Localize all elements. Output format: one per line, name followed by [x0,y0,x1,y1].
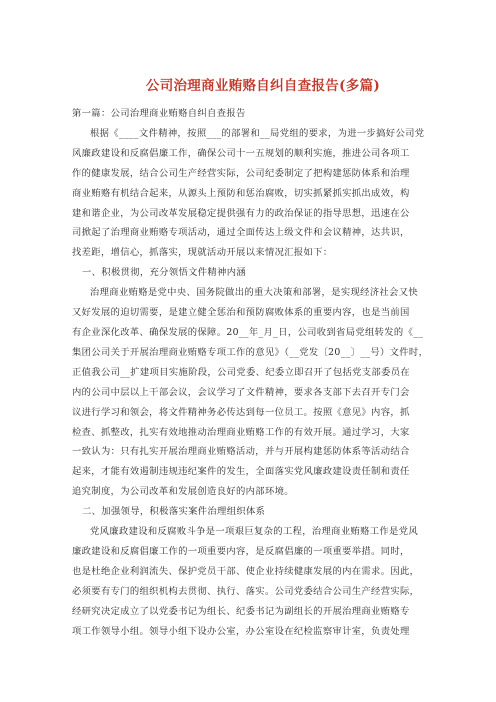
body-line: 集团公司关于开展治理商业贿赂专项工作的意见》（__党发〔20__〕__号）文件时， [72,346,429,358]
body-line: 风廉政建设和反腐倡廉工作，确保公司十一五规划的顺利实施，推进公司各项工 [72,147,410,159]
body-line: 项工作领导小组。领导小组下设办公室，办公室设在纪检监察审计室，负责处理 [72,625,410,637]
body-line: 起来，才能有效遏制违规违纪案件的发生，全面落实党风廉政建设责任制和责任 [72,466,410,478]
body-line: 检查、抓整改，扎实有效地推动治理商业贿赂工作的有效开展。通过学习，大家 [72,426,410,438]
body-line: 必须要有专门的组织机构去贯彻、执行、落实。公司党委结合公司生产经营实际， [72,585,420,597]
body-line: 司掀起了治理商业贿赂专项活动，通过全面传达上级文件和会议精神，达共识， [72,227,410,239]
body-line: 找差距，增信心，抓落实，现就活动开展以来情况汇报如下： [72,247,333,259]
body-line: 作的健康发展，结合公司生产经营实际，公司纪委制定了把构建惩防体系和治理 [72,167,410,179]
body-line: 治理商业贿赂是党中央、国务院做出的重大决策和部署，是实现经济社会又快 [90,287,418,299]
subsection-heading: 一、积极贯彻，充分领悟文件精神内涵 [82,267,246,279]
body-line: 建和谐企业，为公司改革发展稳定提供强有力的政治保证的指导思想，迅速在公 [72,207,410,219]
document-title: 公司治理商业贿赂自纠自查报告(多篇) [145,78,381,94]
body-line: 廉政建设和反腐倡廉工作的一项重要内容，是反腐倡廉的一项重要举措。同时， [72,545,410,557]
body-line: 也是杜绝企业利润流失、保护党员干部、使企业持续健康发展的内在需求。因此， [72,565,420,577]
body-line: 议进行学习和领会，将文件精神务必传达到每一位员工。按照《意见》内容，抓 [72,406,410,418]
body-line: 党风廉政建设和反腐败斗争是一项艰巨复杂的工程，治理商业贿赂工作是党风 [90,526,418,538]
body-line: 根据《____文件精神，按照___的部署和__局党组的要求，为进一步搞好公司党 [90,127,425,139]
body-line: 又好发展的迫切需要，是建立健全惩治和预防腐败体系的重要内容，也是当前国 [72,307,410,319]
body-line: 内的公司中层以上干部会议，会议学习了文件精神，要求各支部下去召开专门会 [72,386,410,398]
body-line: 商业贿赂有机结合起来，从源头上预防和惩治腐败，切实抓紧抓实抓出成效，构 [72,187,410,199]
body-line: 经研究决定成立了以党委书记为组长、纪委书记为副组长的开展治理商业贿赂专 [72,605,410,617]
body-line: 正值我公司__扩建项目实施阶段，公司党委、纪委立即召开了包括党支部委员在 [72,366,410,378]
body-line: 一致认为：只有扎实开展治理商业贿赂活动，并与开展构建惩防体系等活动结合 [72,446,410,458]
section-heading: 第一篇：公司治理商业贿赂自纠自查报告 [72,108,246,119]
body-line: 有企业深化改革、确保发展的保障。20__年_月_日，公司收到省局党组转发的《__ [72,326,424,338]
subsection-heading: 二、加强领导，积极落实案件治理组织体系 [82,506,266,518]
body-line: 追究制度，为公司改革和发展创造良好的内部环境。 [72,486,294,498]
